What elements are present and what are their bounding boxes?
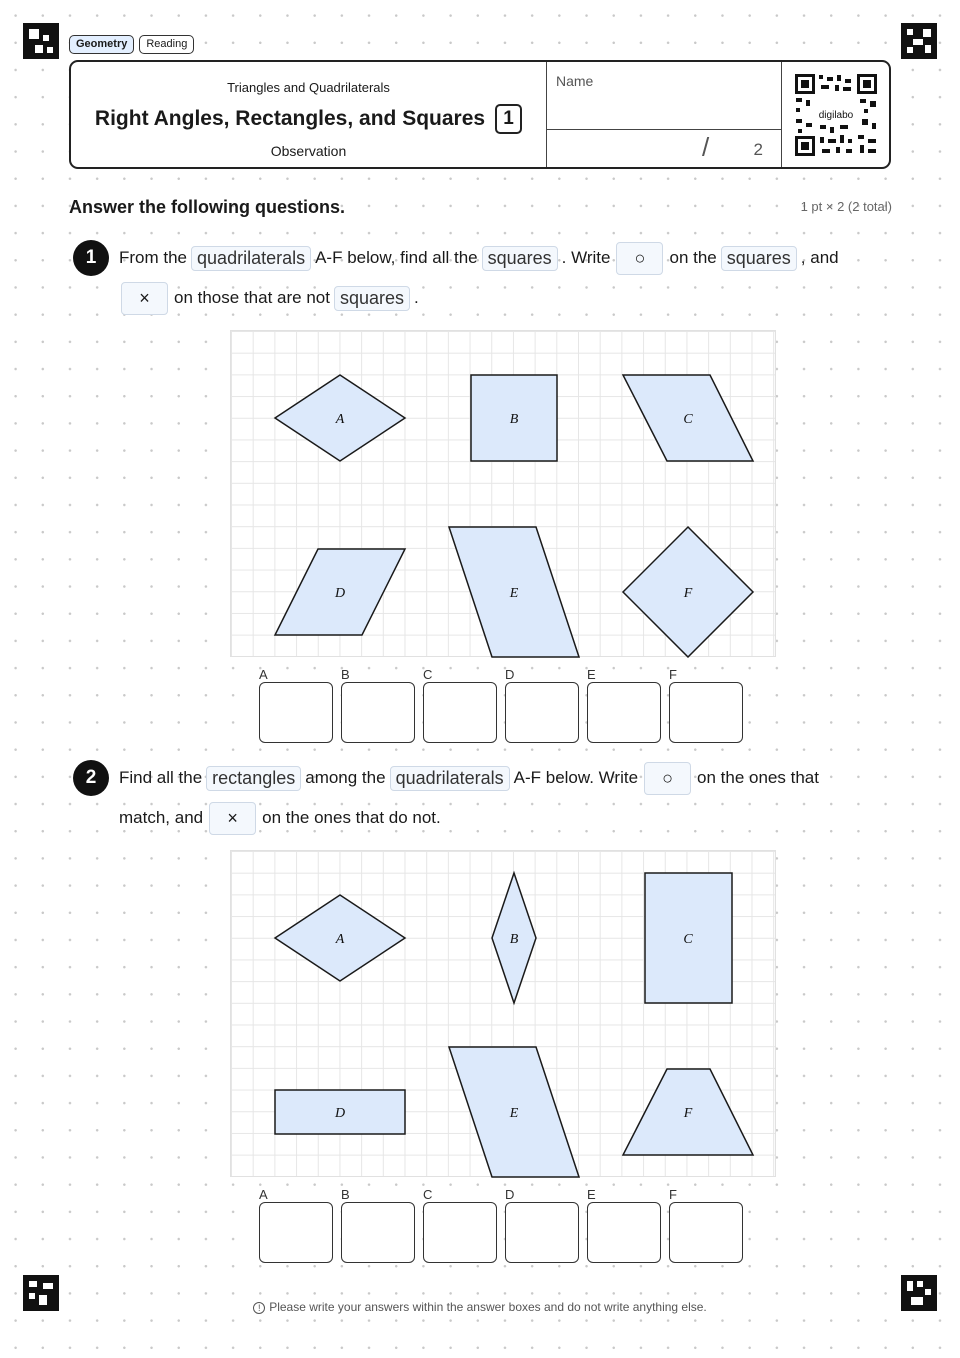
shape-label: B: [509, 932, 519, 947]
answer-label: F: [669, 1187, 677, 1202]
answer-box-f[interactable]: [669, 682, 743, 743]
shape-label: A: [335, 412, 345, 427]
question-text: , and: [800, 248, 839, 267]
shape-label: E: [509, 1106, 519, 1121]
cross-symbol: ×: [121, 282, 168, 315]
figure-q1: [230, 330, 776, 657]
shape-label: E: [509, 586, 519, 601]
worksheet-number: 1: [495, 104, 522, 134]
answer-box-c[interactable]: [423, 682, 497, 743]
question-text: on the ones that: [697, 768, 819, 787]
shape-label: F: [683, 586, 693, 601]
keyword-squares: squares: [721, 246, 797, 271]
answer-label: E: [587, 667, 596, 682]
question-text: Find all the: [119, 768, 203, 787]
answer-boxes-q2: [259, 1187, 743, 1263]
qr-code-block: [782, 62, 889, 167]
question-text: on the: [669, 248, 717, 267]
answer-box-b[interactable]: [341, 1202, 415, 1263]
shape-label: F: [683, 1106, 693, 1121]
answer-label: B: [341, 1187, 350, 1202]
question-text: A-F below. Write: [513, 768, 639, 787]
question-number: 1: [73, 240, 109, 276]
question-text: among the: [305, 768, 386, 787]
name-score-block: [546, 62, 782, 167]
keyword-quadrilaterals: quadrilaterals: [390, 766, 510, 791]
question-text: From the: [119, 248, 188, 267]
points-info: 1 pt × 2 (2 total): [800, 199, 892, 214]
answer-box-e[interactable]: [587, 1202, 661, 1263]
answer-box-b[interactable]: [341, 682, 415, 743]
answer-label: B: [341, 667, 350, 682]
score-slash: /: [702, 132, 710, 162]
circle-symbol: ○: [616, 242, 663, 275]
circle-symbol: ○: [644, 762, 691, 795]
keyword-rectangles: rectangles: [206, 766, 301, 791]
answer-box-d[interactable]: [505, 1202, 579, 1263]
answer-label: D: [505, 667, 515, 682]
question-line: [119, 802, 441, 834]
score-field[interactable]: [547, 130, 781, 167]
shape-label: B: [509, 412, 519, 427]
answer-label: A: [259, 667, 268, 682]
keyword-squares: squares: [482, 246, 558, 271]
question-text: on those that are not: [174, 288, 330, 307]
answer-label: F: [669, 667, 677, 682]
answer-label: A: [259, 1187, 268, 1202]
question-text: match, and: [119, 808, 204, 827]
name-field[interactable]: [547, 62, 781, 130]
shape-label: D: [334, 586, 346, 601]
cross-symbol: ×: [209, 802, 256, 835]
score-total: 2: [753, 140, 763, 159]
question-line: [119, 762, 819, 794]
page-title: Right Angles, Rectangles, and Squares: [94, 107, 486, 130]
answer-label: D: [505, 1187, 515, 1202]
answer-box-a[interactable]: [259, 682, 333, 743]
unit-subtitle: Triangles and Quadrilaterals: [227, 80, 390, 95]
question-text: . Write: [561, 248, 611, 267]
footer-note: [0, 1300, 960, 1314]
tag-geometry: Geometry: [69, 35, 134, 54]
subject-tags: [69, 35, 194, 54]
title-row: [71, 104, 546, 134]
qr-label: digilabo: [818, 109, 853, 121]
question-text: on the ones that do not.: [262, 808, 441, 827]
question-number: 2: [73, 760, 109, 796]
question-line: [119, 282, 419, 314]
answer-label: E: [587, 1187, 596, 1202]
answer-label: C: [423, 667, 433, 682]
answer-boxes-q1: [259, 667, 743, 743]
title-block: [71, 62, 546, 167]
answer-box-f[interactable]: [669, 1202, 743, 1263]
info-icon: !: [253, 1302, 265, 1314]
corner-marker-top-right: [901, 23, 937, 59]
answer-box-a[interactable]: [259, 1202, 333, 1263]
figure-q2: [230, 850, 776, 1177]
footer-text: Please write your answers within the answer boxes and do not write anything else.: [269, 1300, 707, 1314]
worksheet-type: Observation: [270, 143, 347, 159]
keyword-squares: squares: [334, 286, 410, 311]
corner-marker-top-left: [23, 23, 59, 59]
question-line: [119, 242, 839, 274]
shape-label: D: [334, 1106, 346, 1121]
answer-box-c[interactable]: [423, 1202, 497, 1263]
question-text: A-F below, find all the: [315, 248, 478, 267]
answer-box-e[interactable]: [587, 682, 661, 743]
worksheet-header: [69, 60, 891, 169]
shape-label: A: [335, 932, 345, 947]
qr-code-icon: [794, 73, 878, 157]
tag-reading: Reading: [139, 35, 194, 54]
question-text: .: [414, 288, 419, 307]
keyword-quadrilaterals: quadrilaterals: [191, 246, 311, 271]
answer-label: C: [423, 1187, 433, 1202]
shape-label: C: [683, 932, 693, 947]
shape-label: C: [683, 412, 693, 427]
name-label: Name: [556, 73, 594, 89]
instructions: Answer the following questions.: [69, 197, 346, 217]
answer-box-d[interactable]: [505, 682, 579, 743]
